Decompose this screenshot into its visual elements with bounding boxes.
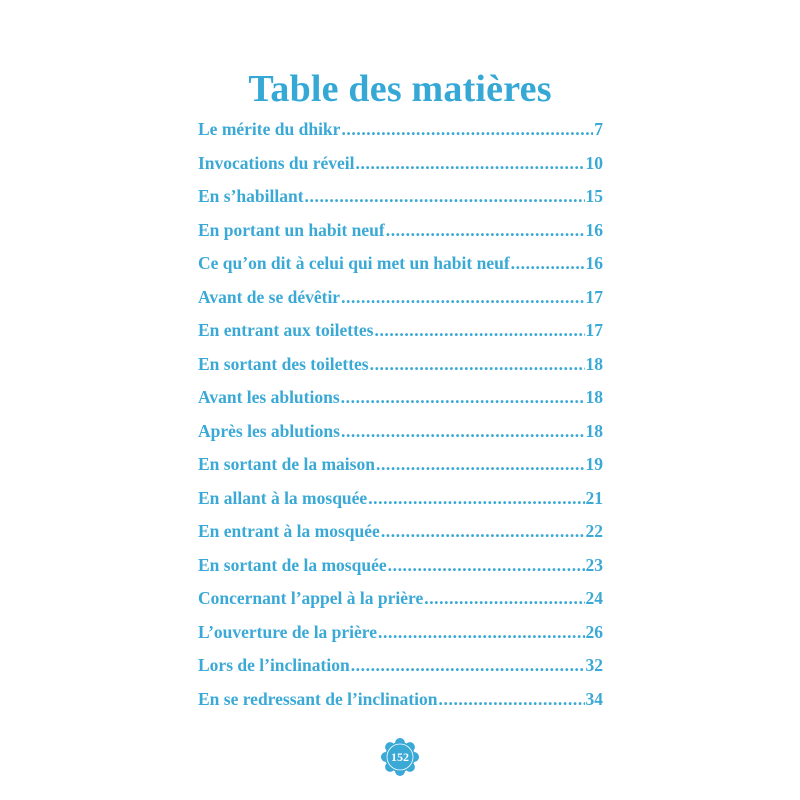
- toc-entry-page: 23: [585, 554, 603, 575]
- toc-entry: [198, 147, 603, 181]
- toc-entry-page: 34: [585, 688, 603, 709]
- toc-entry-label: En entrant à la mosquée: [198, 521, 380, 541]
- toc-dot-leader: [376, 448, 585, 482]
- toc-dot-leader: [424, 582, 584, 616]
- toc-entry-page: 17: [585, 286, 603, 307]
- toc-dot-leader: [341, 113, 593, 147]
- toc-entry-label: Avant de se dévêtir: [198, 286, 341, 307]
- toc-entry-page: 17: [585, 320, 603, 340]
- toc-dot-leader: [378, 616, 584, 650]
- toc-entry-page: 19: [585, 454, 603, 474]
- page-number: 152: [391, 750, 409, 764]
- toc-entry-label: Concernant l’appel à la prière: [198, 588, 424, 608]
- toc-entry: [198, 549, 603, 583]
- page-title: Table des matières: [248, 68, 552, 111]
- toc-dot-leader: [356, 147, 585, 181]
- toc-entry-label: Avant les ablutions: [198, 387, 340, 407]
- toc-entry: [198, 348, 603, 382]
- toc-dot-leader: [388, 549, 585, 583]
- toc-entry-page: 22: [585, 521, 603, 541]
- toc-entry: [198, 113, 603, 147]
- toc-entry-label: En sortant de la mosquée: [198, 554, 387, 575]
- toc-entry-page: 18: [585, 420, 603, 441]
- page-number-badge: [380, 737, 420, 777]
- toc-entry: [198, 180, 603, 214]
- toc-entry-label: En se redressant de l’inclination: [198, 688, 438, 709]
- toc-entry-label: En entrant aux toilettes: [198, 320, 374, 340]
- toc-entry-label: En s’habillant: [198, 186, 304, 206]
- toc-entry-page: 16: [585, 253, 603, 273]
- toc-entry-label: En allant à la mosquée: [198, 487, 368, 508]
- toc-entry-page: 18: [585, 387, 603, 407]
- toc-entry-page: 15: [585, 186, 603, 206]
- toc-entry: [198, 616, 603, 650]
- toc-entry: [198, 448, 603, 482]
- toc-entry-label: En sortant de la maison: [198, 454, 375, 474]
- toc-entry: [198, 482, 603, 516]
- toc-dot-leader: [341, 281, 584, 315]
- toc-entry-label: Ce qu’on dit à celui qui met un habit neuf: [198, 253, 510, 273]
- toc-entry: [198, 515, 603, 549]
- toc-entry: [198, 381, 603, 415]
- toc-entry: [198, 649, 603, 683]
- toc-entry: [198, 281, 603, 315]
- toc-entry-label: Lors de l’inclination: [198, 655, 350, 675]
- toc-entry-label: L’ouverture de la prière: [198, 621, 378, 642]
- toc-entry-page: 26: [585, 621, 603, 642]
- toc-entry-page: 18: [585, 353, 603, 374]
- toc-entry: [198, 582, 603, 616]
- table-of-contents: [198, 113, 603, 716]
- toc-entry-label: Invocations du réveil: [198, 152, 355, 173]
- toc-dot-leader: [341, 415, 585, 449]
- toc-entry-page: 21: [585, 487, 603, 508]
- toc-entry: [198, 314, 603, 348]
- toc-dot-leader: [368, 482, 584, 516]
- toc-dot-leader: [381, 515, 585, 549]
- toc-entry-label: En portant un habit neuf: [198, 219, 385, 240]
- toc-entry-label: Le mérite du dhikr: [198, 119, 341, 139]
- toc-entry: [198, 683, 603, 717]
- toc-entry-page: 24: [585, 588, 603, 608]
- toc-entry-page: 7: [594, 119, 603, 139]
- toc-dot-leader: [511, 247, 585, 281]
- toc-dot-leader: [305, 180, 585, 214]
- toc-entry-page: 16: [585, 219, 603, 240]
- toc-entry: [198, 415, 603, 449]
- toc-dot-leader: [370, 348, 585, 382]
- toc-entry-label: Après les ablutions: [198, 420, 340, 441]
- toc-entry-label: En sortant des toilettes: [198, 353, 369, 374]
- toc-dot-leader: [386, 214, 585, 248]
- toc-dot-leader: [341, 381, 585, 415]
- toc-entry: [198, 214, 603, 248]
- toc-entry-page: 32: [585, 655, 603, 675]
- toc-entry: [198, 247, 603, 281]
- toc-dot-leader: [374, 314, 584, 348]
- toc-entry-page: 10: [585, 152, 603, 173]
- toc-dot-leader: [439, 683, 585, 717]
- toc-dot-leader: [351, 649, 585, 683]
